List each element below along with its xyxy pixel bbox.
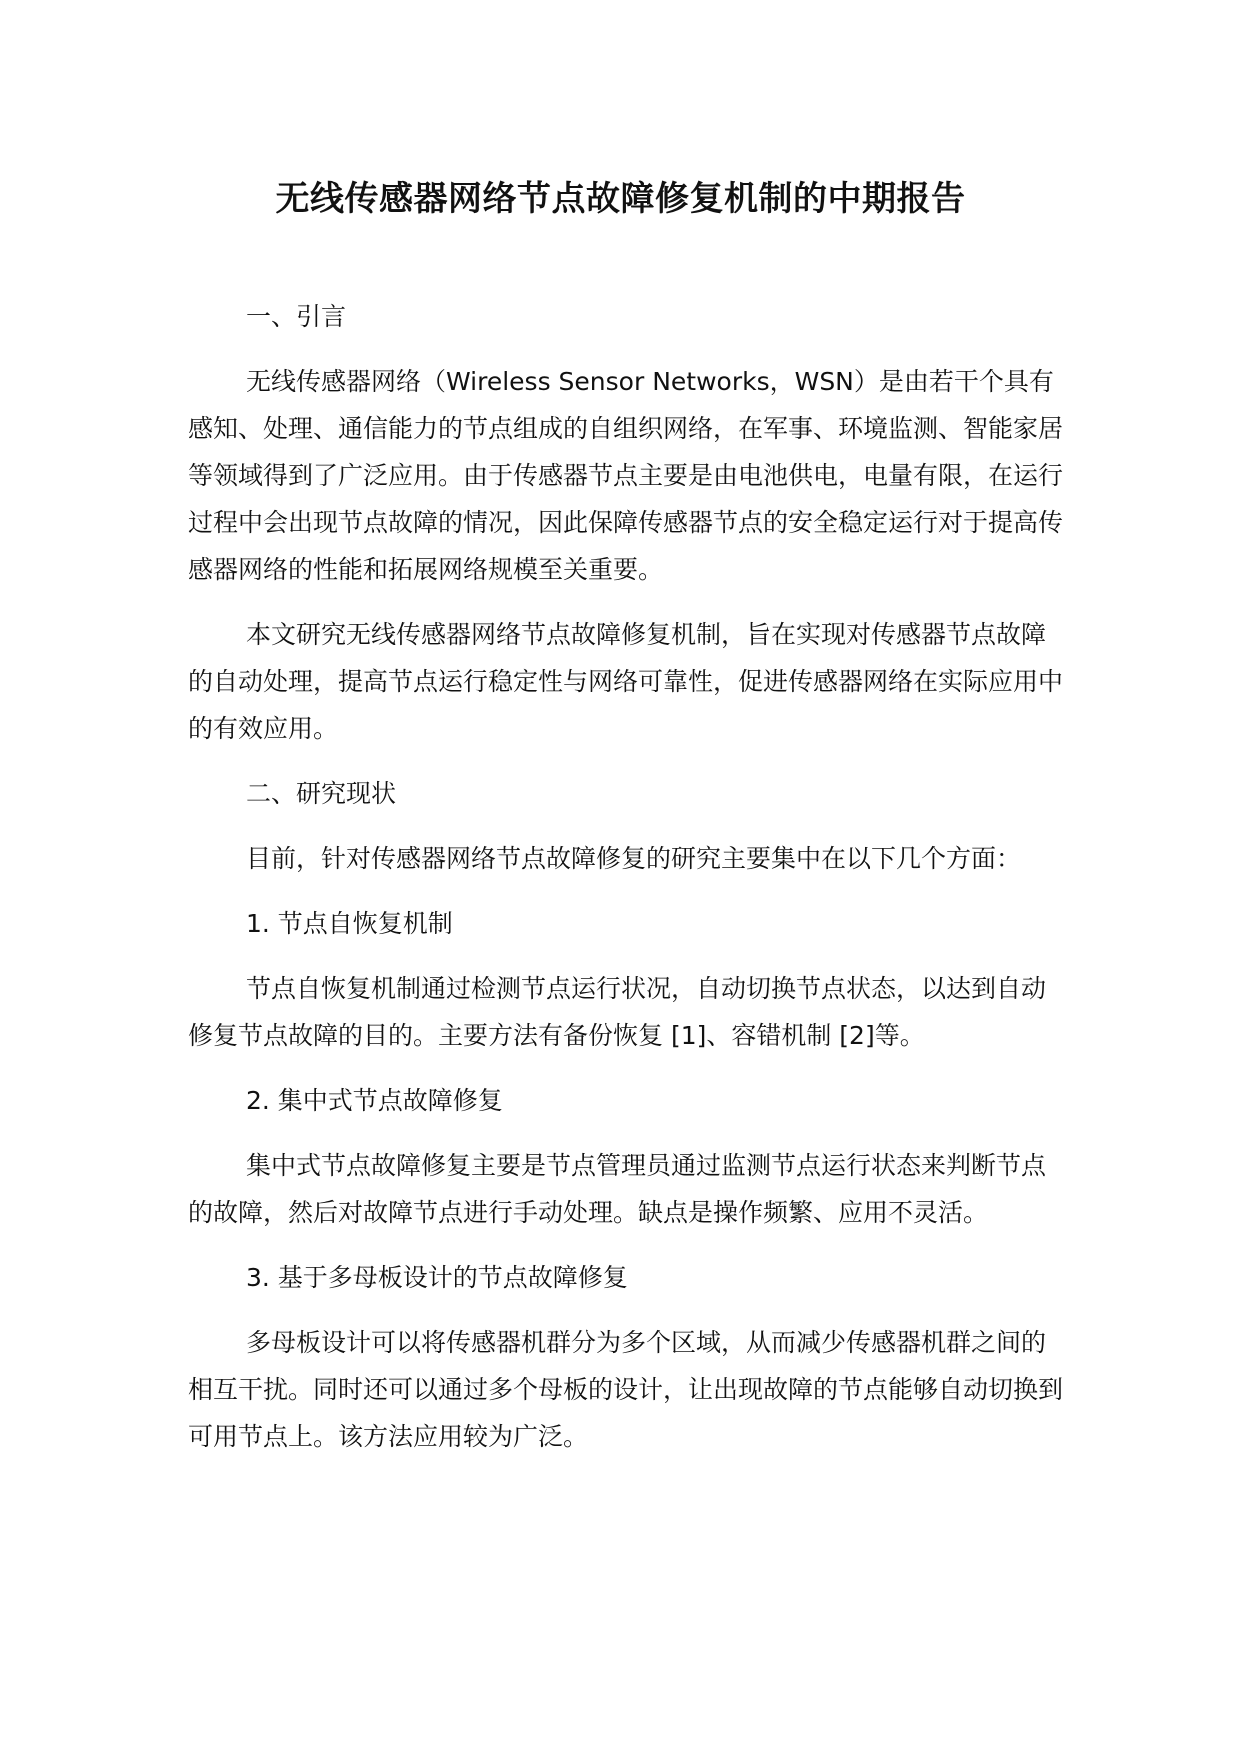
paragraph-multi-board: 多母板设计可以将传感器机群分为多个区域，从而减少传感器机群之间的相互干扰。同时还可以通过多个母板的设计，让出现故障的节点能够自动切换到可用节点上。该方法应用较为广泛。 xyxy=(188,1328,1064,1451)
paragraph-self-recovery: 节点自恢复机制通过检测节点运行状况，自动切换节点状态，以达到自动修复节点故障的目的。主要方法有备份恢复 [1]、容错机制 [2]等。 xyxy=(188,974,1047,1050)
subheading-centralized-repair: 2. 集中式节点故障修复 xyxy=(246,1086,503,1115)
paragraph-status-intro: 目前，针对传感器网络节点故障修复的研究主要集中在以下几个方面： xyxy=(246,844,1022,873)
subheading-self-recovery: 1. 节点自恢复机制 xyxy=(246,909,453,938)
section-heading-introduction: 一、引言 xyxy=(246,302,347,331)
subheading-multi-board: 3. 基于多母板设计的节点故障修复 xyxy=(246,1263,628,1292)
paragraph-research-goal: 本文研究无线传感器网络节点故障修复机制，旨在实现对传感器节点故障的自动处理，提高节点运行稳定性与网络可靠性，促进传感器网络在实际应用中的有效应用。 xyxy=(188,620,1064,743)
document-title: 无线传感器网络节点故障修复机制的中期报告 xyxy=(275,179,966,219)
paragraph-centralized-repair: 集中式节点故障修复主要是节点管理员通过监测节点运行状态来判断节点的故障，然后对故障节点进行手动处理。缺点是操作频繁、应用不灵活。 xyxy=(188,1151,1047,1227)
section-heading-status: 二、研究现状 xyxy=(246,779,397,808)
paragraph-wsn-overview: 无线传感器网络（Wireless Sensor Networks，WSN）是由若干个具有感知、处理、通信能力的节点组成的自组织网络，在军事、环境监测、智能家居等领域得到了广泛应用。由于传感器节点主要是由电池供电，电量有限，在运行过程中会出现节点故障的情况，因此保障传感器节点的安全稳定运行对于提高传感器网络的性能和拓展网络规模至关重要。 xyxy=(188,367,1064,584)
document-body xyxy=(188,293,1068,1478)
